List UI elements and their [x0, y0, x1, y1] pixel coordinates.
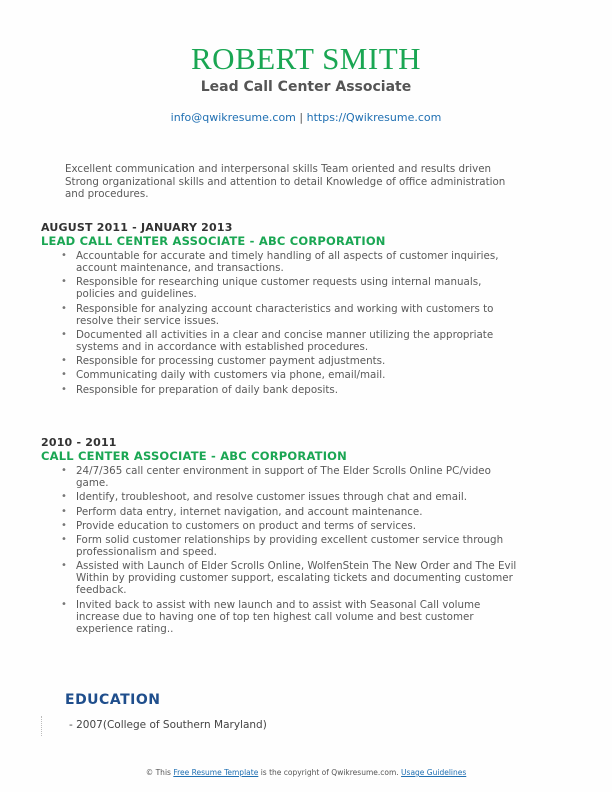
job-bullet-list	[41, 465, 521, 635]
experience-entry	[41, 221, 521, 398]
job-heading: LEAD CALL CENTER ASSOCIATE - ABC CORPORATION	[41, 234, 386, 248]
bullet-text: Responsible for analyzing account characteristics and working with customers to resolve their service issues.	[76, 302, 494, 327]
job-dates: AUGUST 2011 - JANUARY 2013	[41, 221, 233, 234]
usage-guidelines-link[interactable]: Usage Guidelines	[401, 768, 467, 777]
bullet-icon: •	[61, 276, 67, 288]
list-item	[61, 560, 521, 596]
bullet-icon: •	[61, 383, 67, 395]
list-item	[61, 384, 521, 396]
footer-middle: is the copyright of Qwikresume.com.	[258, 768, 402, 777]
candidate-title: Lead Call Center Associate	[200, 79, 412, 95]
list-item	[61, 520, 521, 532]
bullet-icon: •	[61, 328, 67, 340]
list-item	[61, 599, 521, 635]
bullet-icon: •	[61, 491, 67, 503]
bullet-text: Perform data entry, internet navigation, and account maintenance.	[76, 505, 423, 518]
bullet-icon: •	[61, 369, 67, 381]
bullet-text: Provide education to customers on product and terms of services.	[76, 519, 416, 532]
list-item	[61, 276, 521, 300]
website-link[interactable]: https://Qwikresume.com	[306, 111, 442, 124]
bullet-icon: •	[61, 250, 67, 261]
bullet-text: Documented all activities in a clear and concise manner utilizing the appropriate systems and in accordance with established procedures.	[76, 328, 494, 353]
bullet-text: Responsible for preparation of daily bank deposits.	[76, 383, 339, 396]
education-heading: EDUCATION	[65, 692, 161, 708]
bullet-icon: •	[61, 598, 67, 610]
bullet-icon: •	[61, 505, 67, 517]
bullet-text: 24/7/365 call center environment in support of The Elder Scrolls Online PC/video game.	[76, 465, 491, 489]
bullet-text: Identify, troubleshoot, and resolve customer issues through chat and email.	[76, 491, 468, 504]
list-item	[61, 465, 521, 489]
list-item	[61, 491, 521, 503]
list-item	[61, 369, 521, 381]
footer-prefix: © This	[145, 768, 174, 777]
job-bullet-list	[41, 250, 521, 396]
bullet-icon: •	[61, 355, 67, 367]
job-dates: 2010 - 2011	[41, 436, 117, 449]
candidate-name: ROBERT SMITH	[190, 41, 422, 76]
template-link[interactable]: Free Resume Template	[173, 768, 259, 777]
bullet-text: Communicating daily with customers via phone, email/mail.	[76, 369, 386, 382]
copyright-footer	[0, 768, 612, 778]
bullet-icon: •	[61, 302, 67, 314]
list-item	[61, 534, 521, 558]
bullet-text: Responsible for researching unique customer requests using internal manuals, policies and guidelines.	[76, 276, 482, 301]
list-item	[61, 329, 521, 353]
bullet-text: Invited back to assist with new launch and to assist with Seasonal Call volume increase due to having one of top ten highest call volume and best customer experience rating..	[76, 598, 481, 635]
bullet-icon: •	[61, 465, 67, 476]
bullet-text: Form solid customer relationships by providing excellent customer service through professionalism and speed.	[76, 534, 504, 559]
experience-entry	[41, 436, 521, 637]
job-heading: CALL CENTER ASSOCIATE - ABC CORPORATION	[41, 449, 347, 463]
email-link[interactable]: info@qwikresume.com	[170, 111, 296, 124]
list-item	[61, 303, 521, 327]
education-entry: - 2007(College of Southern Maryland)	[69, 719, 267, 731]
bullet-text: Responsible for processing customer payment adjustments.	[76, 355, 386, 368]
list-item	[61, 506, 521, 518]
contact-separator: |	[295, 111, 307, 124]
summary-text: Excellent communication and interpersonal skills Team oriented and results driven Strong organizational skills and attention to detail Knowledge of office administration and procedures.	[65, 163, 506, 200]
education-divider	[41, 716, 43, 736]
list-item	[61, 250, 521, 274]
bullet-icon: •	[61, 560, 67, 572]
list-item	[61, 355, 521, 367]
bullet-text: Assisted with Launch of Elder Scrolls Online, WolfenStein The New Order and The Evil Within by providing customer support, escalating tickets and documenting customer feedback.	[76, 560, 517, 597]
bullet-text: Accountable for accurate and timely handling of all aspects of customer inquiries, account maintenance, and transactions.	[76, 250, 499, 274]
bullet-icon: •	[61, 534, 67, 546]
contact-line	[0, 111, 612, 125]
bullet-icon: •	[61, 519, 67, 531]
